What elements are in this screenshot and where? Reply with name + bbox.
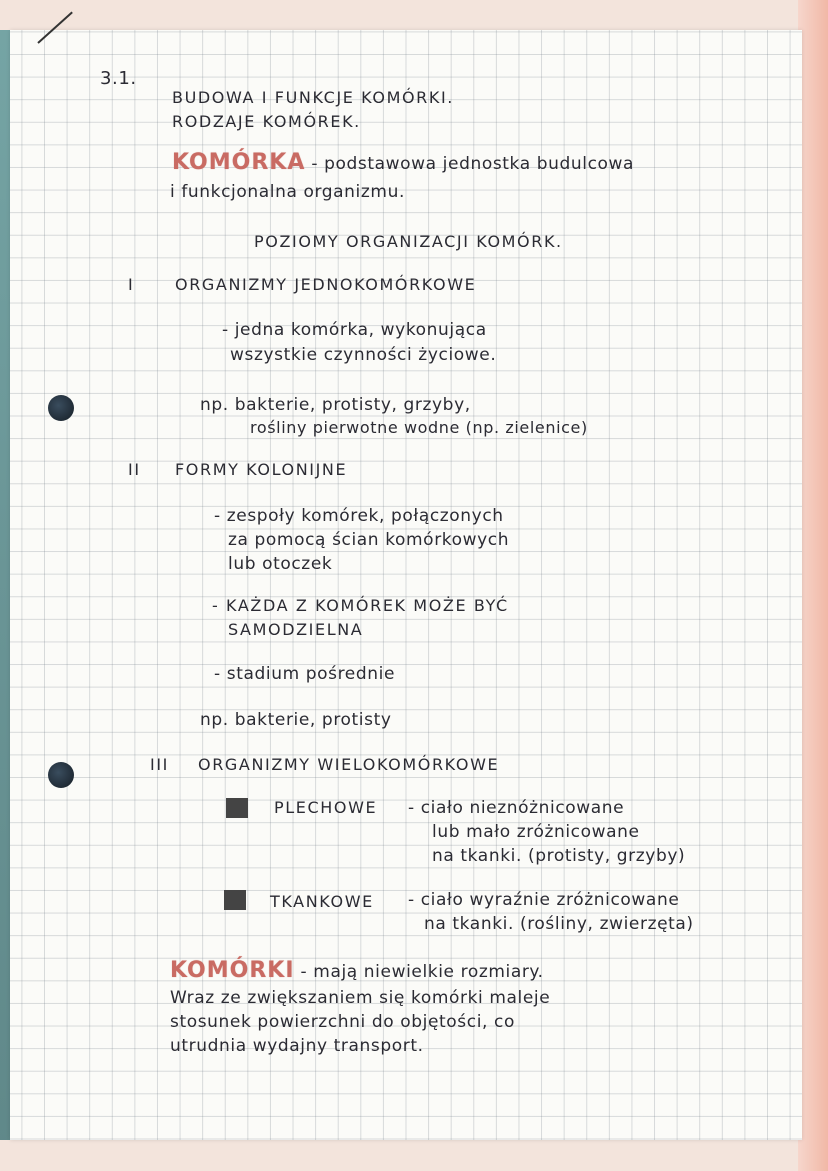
level-3-numeral: III — [150, 755, 169, 774]
summary-line-3: stosunek powierzchni do objętości, co — [170, 1012, 515, 1032]
level-3-heading: ORGANIZMY WIELOKOMÓRKOWE — [198, 755, 500, 774]
summary-line-2: Wraz ze zwiększaniem się komórki maleje — [170, 988, 551, 1008]
type-line: - ciało nieznóżnicowane — [408, 798, 625, 818]
level-2-example: np. bakterie, protisty — [200, 710, 392, 730]
summary-rest: - mają niewielkie rozmiary. — [300, 962, 544, 982]
definition-line-2: i funkcjonalna organizmu. — [170, 182, 405, 202]
level-1-example: np. bakterie, protisty, grzyby, — [200, 395, 471, 415]
punch-hole-icon — [48, 395, 74, 421]
summary-line-4: utrudnia wydajny transport. — [170, 1036, 424, 1056]
title-line-1: BUDOWA I FUNKCJE KOMÓRKI. — [172, 88, 454, 107]
punch-hole-icon — [48, 762, 74, 788]
level-2-point: SAMODZIELNA — [228, 620, 364, 639]
summary-line-1 — [170, 958, 544, 983]
level-2-heading: FORMY KOLONIJNE — [175, 460, 348, 479]
type-name: TKANKOWE — [270, 892, 374, 911]
level-2-point: za pomocą ścian komórkowych — [228, 530, 510, 550]
level-2-point: - KAŻDA Z KOMÓREK MOŻE BYĆ — [212, 596, 509, 615]
level-2-point: - stadium pośrednie — [214, 664, 396, 684]
type-line: na tkanki. (rośliny, zwierzęta) — [424, 914, 694, 934]
definition-line-1 — [172, 150, 634, 175]
type-name: PLECHOWE — [274, 798, 378, 817]
page-number: 3.1. — [100, 68, 137, 89]
level-1-point: - jedna komórka, wykonująca — [222, 320, 487, 340]
type-line: - ciało wyraźnie zróżnicowane — [408, 890, 680, 910]
binder-strip — [0, 30, 10, 1140]
title-line-2: RODZAJE KOMÓREK. — [172, 112, 361, 131]
level-2-point: - zespoły komórek, połączonych — [214, 506, 504, 526]
level-1-numeral: I — [128, 275, 135, 294]
level-2-point: lub otoczek — [228, 554, 333, 574]
bullet-square-icon — [224, 890, 246, 910]
definition-rest: - podstawowa jednostka budulcowa — [311, 154, 635, 174]
summary-term: KOMÓRKI — [170, 958, 295, 983]
type-line: na tkanki. (protisty, grzyby) — [432, 846, 686, 866]
bullet-square-icon — [226, 798, 248, 818]
level-1-point: wszystkie czynności życiowe. — [230, 345, 497, 365]
level-1-example: rośliny pierwotne wodne (np. zielenice) — [250, 418, 588, 437]
section-heading: POZIOMY ORGANIZACJI KOMÓRK. — [254, 232, 563, 251]
type-line: lub mało zróżnicowane — [432, 822, 640, 842]
paper-edge — [798, 0, 828, 1171]
definition-term: KOMÓRKA — [172, 150, 306, 175]
level-2-numeral: II — [128, 460, 141, 479]
level-1-heading: ORGANIZMY JEDNOKOMÓRKOWE — [175, 275, 477, 294]
